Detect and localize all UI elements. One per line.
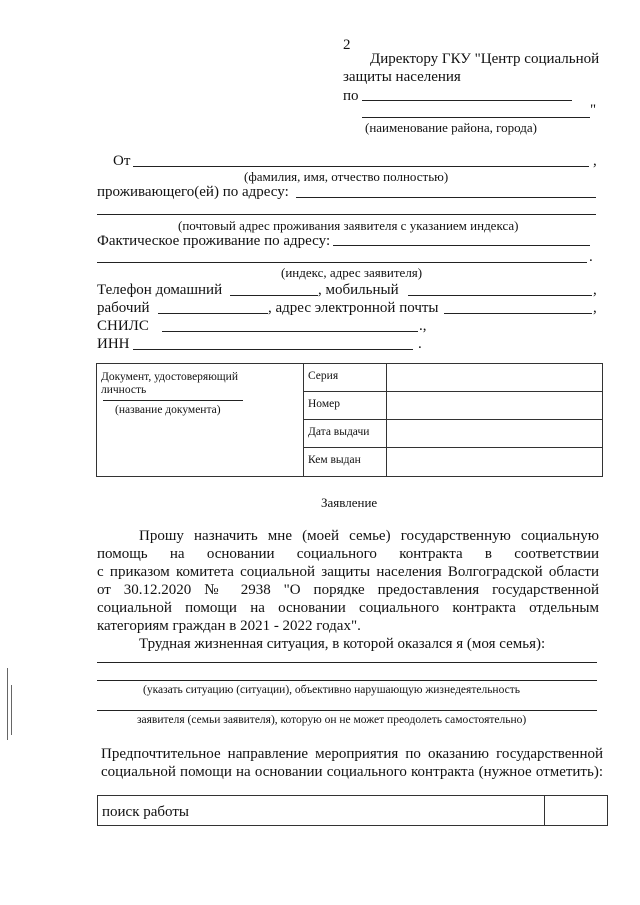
- issue-date-value[interactable]: [387, 420, 603, 448]
- email-field[interactable]: [444, 313, 592, 314]
- statement-line3: с приказом комитета социальной защиты населения Волгоградской области: [97, 564, 599, 580]
- option-job-search-checkbox[interactable]: [545, 796, 608, 826]
- series-value[interactable]: [387, 364, 603, 392]
- issue-date-label: Дата выдачи: [304, 420, 387, 448]
- situation-label: Трудная жизненная ситуация, в которой оказался я (моя семья):: [139, 636, 546, 652]
- closing-quote: ": [590, 102, 597, 118]
- inn-end: .: [418, 336, 422, 352]
- actual-address-field-line2[interactable]: [97, 262, 587, 263]
- document-name-line: [103, 400, 243, 401]
- situation-caption2: заявителя (семьи заявителя), которую он не может преодолеть самостоятельно): [137, 714, 527, 726]
- district-caption: (наименование района, города): [365, 120, 537, 135]
- identity-document-table: [96, 363, 603, 477]
- email-comma: ,: [593, 300, 597, 316]
- statement-line4: от 30.12.2020 № 2938 "О порядке предоставления государственной: [97, 582, 599, 598]
- number-label: Номер: [304, 392, 387, 420]
- addressee-line2: защиты населения: [343, 69, 461, 85]
- number-value[interactable]: [387, 392, 603, 420]
- addressee-line1: Директору ГКУ "Центр социальной: [370, 51, 600, 67]
- statement-title: Заявление: [321, 495, 378, 510]
- inn-label: ИНН: [97, 336, 130, 352]
- situation-line1[interactable]: [97, 662, 597, 663]
- from-label: От: [113, 153, 131, 169]
- address-field[interactable]: [296, 197, 596, 198]
- mobile-label: , мобильный: [318, 282, 399, 298]
- actual-address-label: Фактическое проживание по адресу:: [97, 233, 331, 249]
- mobile-phone-field[interactable]: [408, 295, 592, 296]
- work-phone-label: рабочий: [97, 300, 150, 316]
- district-field-line2[interactable]: [362, 117, 590, 118]
- snils-end: .,: [419, 318, 427, 334]
- preference-line1: Предпочтительное направление мероприятия по оказанию государственной: [101, 746, 603, 762]
- postal-caption: (почтовый адрес проживания заявителя с указанием индекса): [178, 218, 519, 233]
- margin-mark: [11, 685, 12, 735]
- district-field-line[interactable]: [362, 100, 572, 101]
- document-label: Документ, удостоверяющий личность: [101, 371, 238, 396]
- home-phone-field[interactable]: [230, 295, 318, 296]
- full-name-field[interactable]: [133, 166, 589, 167]
- name-caption: (фамилия, имя, отчество полностью): [244, 169, 449, 184]
- snils-field[interactable]: [162, 331, 418, 332]
- situation-line3[interactable]: [97, 710, 597, 711]
- email-label: , адрес электронной почты: [268, 300, 439, 316]
- phone-comma: ,: [593, 282, 597, 298]
- situation-caption1: (указать ситуацию (ситуации), объективно нарушающую жизнедеятельность: [143, 684, 521, 696]
- page-number: 2: [343, 37, 351, 53]
- inn-field[interactable]: [133, 349, 413, 350]
- actual-caption: (индекс, адрес заявителя): [281, 265, 423, 280]
- actual-address-field[interactable]: [333, 245, 590, 246]
- address-field-line2[interactable]: [97, 214, 596, 215]
- actual-period: .: [589, 249, 593, 265]
- issued-by-label: Кем выдан: [304, 448, 387, 477]
- snils-label: СНИЛС: [97, 318, 149, 334]
- statement-line6: категориям граждан в 2021 - 2022 годах".: [97, 618, 361, 634]
- situation-line2[interactable]: [97, 680, 597, 681]
- statement-line2: помощь на основании социального контракта в соответствии: [97, 546, 599, 562]
- preference-line2: социальной помощи на основании социального контракта (нужное отметить):: [101, 764, 603, 780]
- address-label: проживающего(ей) по адресу:: [97, 184, 289, 200]
- document-type-cell[interactable]: [97, 364, 304, 477]
- statement-line5: социальной помощи на основании социального контракта отдельным: [97, 600, 599, 616]
- margin-mark: [7, 668, 8, 740]
- document-name-caption: (название документа): [115, 404, 221, 416]
- home-phone-label: Телефон домашний: [97, 282, 223, 298]
- preference-options-table: [97, 795, 608, 826]
- option-job-search-label: поиск работы: [98, 796, 545, 826]
- work-phone-field[interactable]: [158, 313, 268, 314]
- statement-line1: Прошу назначить мне (моей семье) государственную социальную: [139, 528, 599, 544]
- addressee-po: по: [343, 88, 359, 104]
- from-comma: ,: [593, 153, 597, 169]
- issued-by-value[interactable]: [387, 448, 603, 477]
- series-label: Серия: [304, 364, 387, 392]
